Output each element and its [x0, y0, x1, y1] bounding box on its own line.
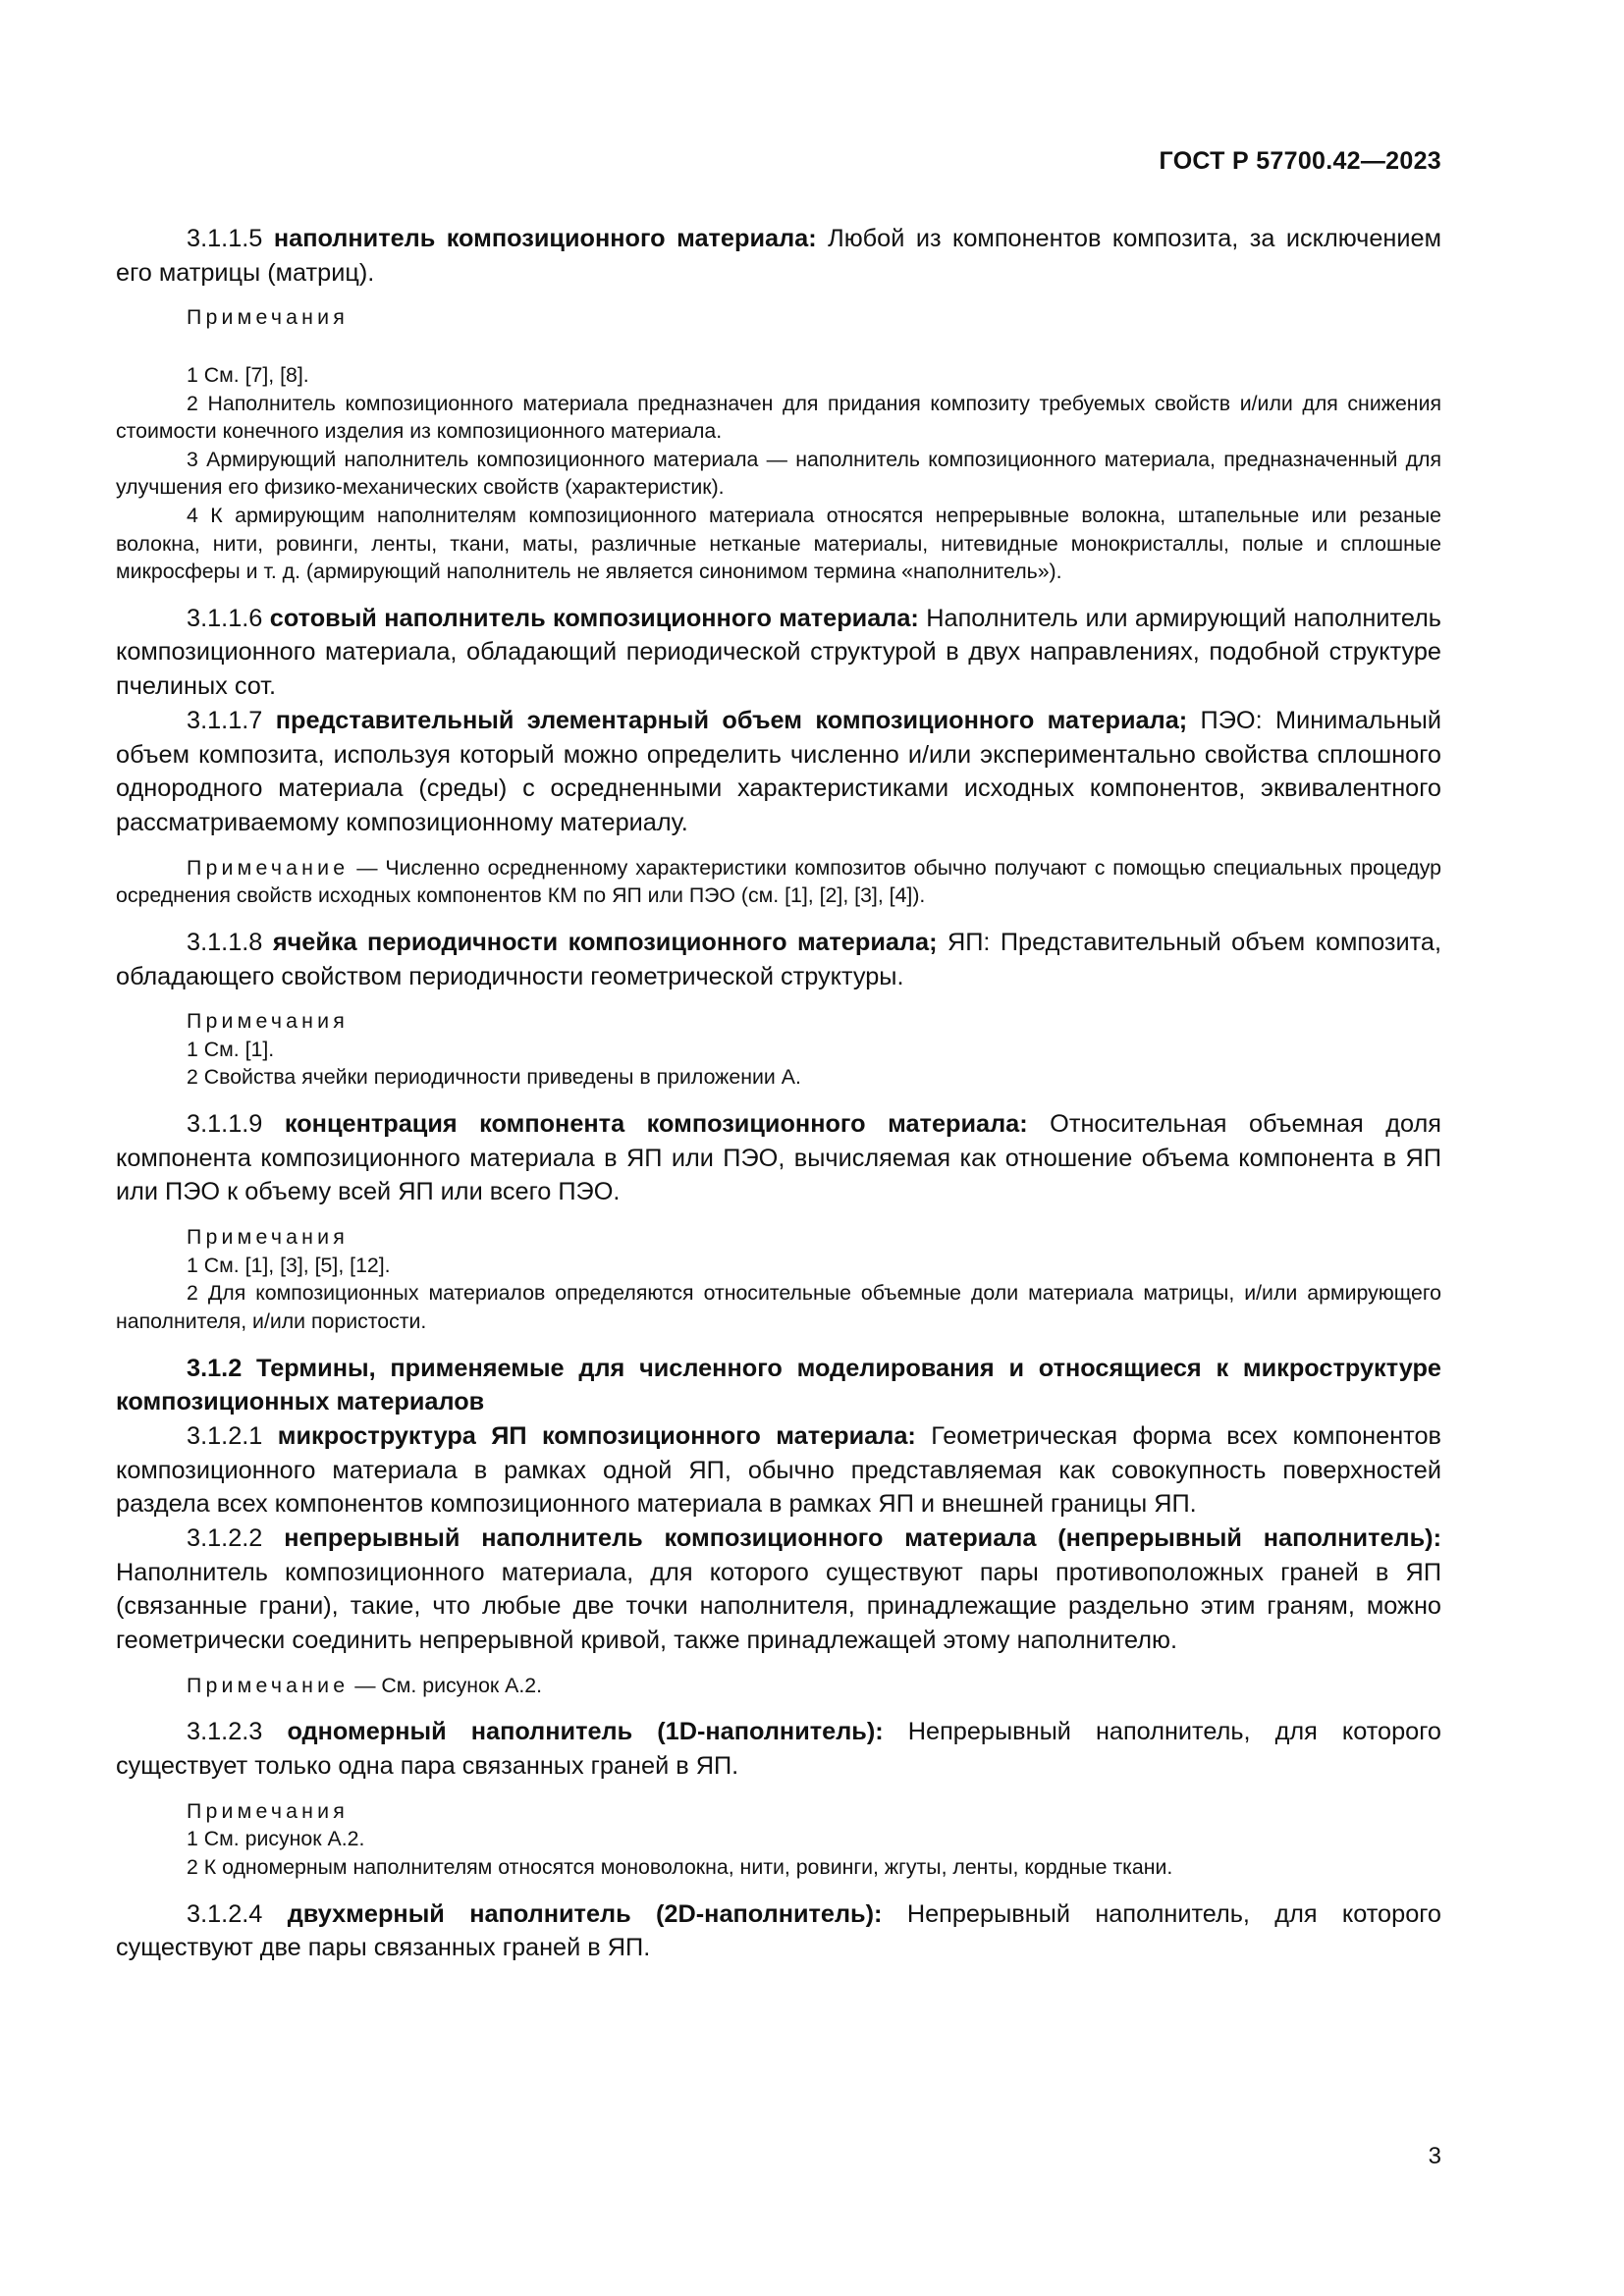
page-number: 3 [1428, 2143, 1441, 2169]
notes-label [116, 1797, 1441, 1826]
term-body: Относительная объемная доля компонента композиционного материала в ЯП или ПЭО, вычисляемая как отношение объема компонента в ЯП или ПЭО к объему всей ЯП или всего ПЭО. [116, 1110, 1441, 1206]
note-text: — Численно осредненному характеристики композитов обычно получают с помощью специальных процедур осреднения свойств исходных компонентов КМ по ЯП или ПЭО (см. [1], [2], [3], [4]). [116, 855, 1441, 908]
note-item: 2 К одномерным наполнителям относятся моноволокна, нити, ровинги, жгуты, ленты, кордные ткани. [187, 1855, 1173, 1880]
term-definition [116, 926, 1441, 993]
term-name: двухмерный наполнитель (2D-наполнитель): [287, 1899, 883, 1928]
term-definition [116, 1107, 1441, 1209]
term-number: 3.1.1.7 [187, 706, 263, 734]
term-name: микроструктура ЯП композиционного материала: [277, 1421, 916, 1450]
notes-label-text: Примечания [187, 1009, 349, 1034]
note-item: 2 Свойства ячейки периодичности приведены в приложении А. [187, 1065, 801, 1090]
section-heading-text: 3.1.2 Термины, применяемые для численного моделирования и относящиеся к микроструктуре композиционных материалов [116, 1354, 1441, 1416]
note-item: 1 См. [1], [3], [5], [12]. [187, 1253, 391, 1277]
term-name: непрерывный наполнитель композиционного материала (непрерывный наполнитель): [284, 1524, 1441, 1553]
note-item: 1 См. [1]. [187, 1037, 275, 1061]
note-inline [116, 854, 1441, 910]
term-name: наполнитель композиционного материала: [273, 225, 817, 252]
spacer [116, 332, 1441, 361]
term-name: концентрация компонента композиционного материала: [284, 1110, 1028, 1139]
note-item: 2 Для композиционных материалов определяются относительные объемные доли материала матрицы, и/или армирующего наполнителя, и/или пористости. [116, 1281, 1441, 1333]
note-item: 4 К армирующим наполнителям композиционного материала относятся непрерывные волокна, штапельные или резаные волокна, нити, ровинги, ленты, ткани, маты, различные нетканые материалы, нитевидные монокристаллы, полые и сплошные микросферы и т. д. (армирующий наполнитель не является синонимом термина «наполнитель»). [116, 503, 1441, 584]
term-definition [116, 602, 1441, 704]
term-body: Наполнитель или армирующий наполнитель композиционного материала, обладающий периодической структурой в двух направлениях, подобной структуре пчелиных сот. [116, 604, 1441, 701]
notes-label [116, 303, 1441, 332]
section-heading [116, 1352, 1441, 1419]
term-number: 3.1.2.3 [187, 1718, 263, 1746]
note-item: 3 Армирующий наполнитель композиционного материала — наполнитель композиционного материала, предназначенный для улучшения его физико-механических свойств (характеристик). [116, 447, 1441, 500]
document-body [116, 222, 1441, 1965]
notes-label-text: Примечания [187, 1798, 349, 1823]
note-item: 1 См. рисунок А.2. [187, 1827, 365, 1851]
term-number: 3.1.1.8 [187, 928, 263, 956]
note-text: — См. рисунок А.2. [349, 1673, 543, 1697]
term-number: 3.1.2.2 [187, 1524, 263, 1553]
term-definition [116, 1419, 1441, 1522]
term-body: ПЭО: Минимальный объем композита, используя который можно определить численно и/или экспериментально свойства сплошного однородного материала (среды) с осредненными характеристиками исходных компонентов, эквивалентного рассматриваемому композиционному материалу. [116, 706, 1441, 836]
term-body: Геометрическая форма всех компонентов композиционного материала в рамках одной ЯП, обычно представляемая как совокупность поверхностей раздела всех компонентов композиционного материала в рамках ЯП и внешней границы ЯП. [116, 1421, 1441, 1519]
term-body: Непрерывный наполнитель, для которого существуют две пары связанных граней в ЯП. [116, 1899, 1442, 1962]
term-name: ячейка периодичности композиционного материала; [272, 928, 938, 956]
term-definition [116, 704, 1441, 840]
term-number: 3.1.1.9 [187, 1110, 263, 1139]
term-definition [116, 1522, 1441, 1658]
document-header-id: ГОСТ Р 57700.42—2023 [1159, 147, 1441, 175]
notes-label-text: Примечания [187, 1225, 349, 1250]
term-definition [116, 222, 1441, 290]
term-number: 3.1.2.1 [187, 1421, 263, 1450]
term-number: 3.1.1.6 [187, 604, 263, 632]
term-body: Непрерывный наполнитель, для которого существует только одна пара связанных граней в ЯП. [116, 1718, 1441, 1781]
note-label: Примечание [187, 1673, 350, 1697]
term-name: сотовый наполнитель композиционного материала: [269, 604, 919, 632]
term-number: 3.1.2.4 [187, 1899, 263, 1928]
term-body: ЯП: Представительный объем композита, обладающего свойством периодичности геометрической структуры. [116, 928, 1441, 990]
term-body: Любой из компонентов композита, за исключением его матрицы (матриц). [116, 225, 1441, 287]
term-number: 3.1.1.5 [187, 225, 263, 252]
notes-label [116, 1223, 1441, 1252]
term-definition [116, 1715, 1441, 1783]
note-item: 2 Наполнитель композиционного материала предназначен для придания композиту требуемых свойств и/или для снижения стоимости конечного изделия из композиционного материала. [116, 391, 1441, 444]
note-item: 1 См. [7], [8]. [187, 363, 309, 387]
notes-label [116, 1007, 1441, 1036]
note-inline [116, 1672, 1441, 1700]
term-definition [116, 1897, 1441, 1965]
term-name: одномерный наполнитель (1D-наполнитель): [287, 1718, 884, 1746]
term-name: представительный элементарный объем композиционного материала; [275, 706, 1188, 734]
term-body: Наполнитель композиционного материала, для которого существуют пары противоположных граней в ЯП (связанные грани), такие, что любые две точки наполнителя, принадлежащие раздельно этим граням, можно геометрически соединить непрерывной кривой, также принадлежащей этому наполнителю. [116, 1558, 1441, 1655]
note-label: Примечание [187, 855, 350, 880]
notes-label-text: Примечания [187, 305, 349, 330]
